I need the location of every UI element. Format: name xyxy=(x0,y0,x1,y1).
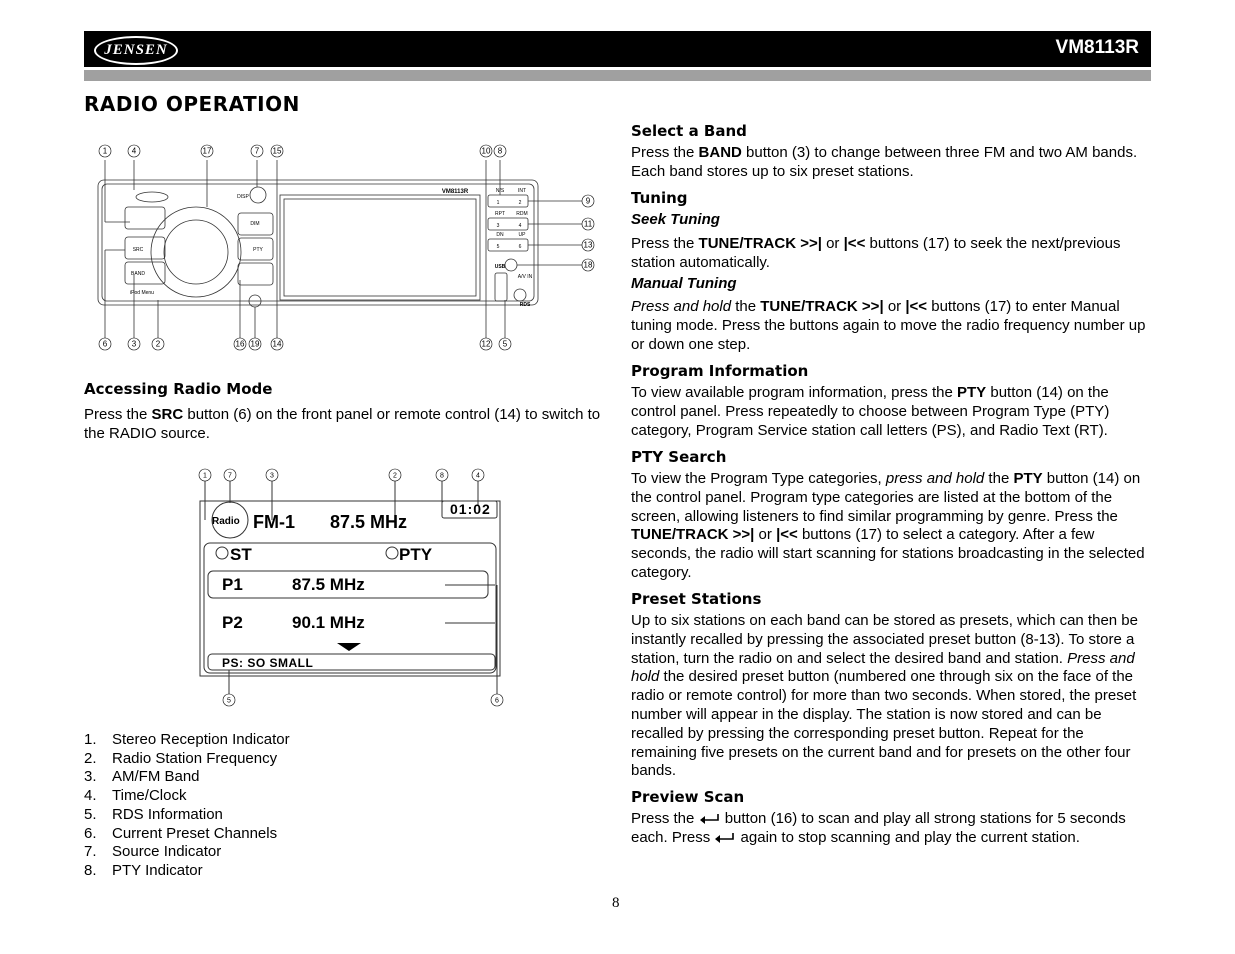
source-indicator: Radio xyxy=(212,516,240,527)
svg-text:18: 18 xyxy=(583,260,593,270)
callout-number xyxy=(582,259,594,271)
preset-4: 4 xyxy=(518,223,522,229)
rpt-label: RPT xyxy=(495,211,505,217)
dim-label: DIM xyxy=(250,221,260,227)
svg-text:15: 15 xyxy=(272,146,282,156)
svg-text:11: 11 xyxy=(583,219,593,229)
src-label: SRC xyxy=(132,247,144,253)
accessing-text: Press the SRC button (6) on the front panel or remote control (14) to switch to the RADIO source. xyxy=(84,406,601,442)
svg-text:8: 8 xyxy=(497,146,503,156)
legend-item xyxy=(84,806,290,825)
callout-number xyxy=(494,145,506,157)
pty-indicator: PTY xyxy=(399,545,433,564)
legend-text: Source Indicator xyxy=(112,843,222,861)
pty-search-text: To view the Program Type categories, press and hold the PTY button (14) on the control panel. Program type categories are listed at the bottom of the screen, allowing listeners to find similar programming by genre. Press the TUNE/TRACK >>| or |<< buttons (17) to select a category. After a few seconds, the radio will start scanning for stations broadcasting in the selected category. xyxy=(631,470,1145,581)
legend-number: 8. xyxy=(84,861,97,879)
legend-number: 6. xyxy=(84,824,97,842)
callout-number xyxy=(271,145,283,157)
legend-number: 4. xyxy=(84,787,97,805)
accessing-heading: Accessing Radio Mode xyxy=(84,380,273,398)
legend-item xyxy=(84,768,290,787)
svg-text:7: 7 xyxy=(228,472,232,480)
header-divider xyxy=(84,70,1151,81)
jensen-logo: JENSEN xyxy=(94,36,178,65)
legend-number: 2. xyxy=(84,749,97,767)
program-info-text: To view available program information, press the PTY button (14) on the control panel. Press repeatedly to choose between Program Type (PTY) category, Program Service station call letters (PS), and Radio Text (RT). xyxy=(631,384,1110,439)
disp-label: DISP xyxy=(237,194,249,200)
callout-number xyxy=(128,145,140,157)
legend-item xyxy=(84,862,290,881)
preset-6: 6 xyxy=(518,244,522,250)
callout-number xyxy=(491,694,503,706)
svg-text:2: 2 xyxy=(393,472,397,480)
callout-number xyxy=(223,694,235,706)
callout-number xyxy=(249,338,261,350)
svg-text:4: 4 xyxy=(131,146,137,156)
callout-number xyxy=(472,469,484,481)
display-legend xyxy=(84,731,290,881)
select-band-heading: Select a Band xyxy=(631,122,747,140)
band-indicator: FM-1 xyxy=(253,512,295,532)
svg-text:1: 1 xyxy=(203,472,207,480)
svg-text:5: 5 xyxy=(227,697,231,705)
svg-text:3: 3 xyxy=(270,472,274,480)
page-title: RADIO OPERATION xyxy=(84,92,300,116)
svg-text:8: 8 xyxy=(440,472,444,480)
page-number: 8 xyxy=(612,895,620,911)
callout-number xyxy=(199,469,211,481)
svg-text:16: 16 xyxy=(235,339,245,349)
tuning-heading: Tuning xyxy=(631,189,688,207)
frequency-display: 87.5 MHz xyxy=(330,512,408,532)
band-label: BAND xyxy=(131,271,145,277)
legend-text: Radio Station Frequency xyxy=(112,749,278,767)
svg-text:6: 6 xyxy=(495,697,499,705)
svg-text:6: 6 xyxy=(102,339,108,349)
preview-scan-heading: Preview Scan xyxy=(631,788,745,806)
callout-number xyxy=(99,338,111,350)
clock: 01:02 xyxy=(450,501,491,517)
legend-text: Time/Clock xyxy=(112,787,187,805)
pty-label: PTY xyxy=(253,247,263,253)
preset-stations-text: Up to six stations on each band can be stored as presets, which can then be instantly recalled by pressing the associated preset button (8-13). To store a station, turn the radio on and select the desired band and station. Press and hold the desired preset button (numbered one through six on the face of the radio or remote control) for more than two seconds. When stored, the preset number will appear in the display. The station is now stored and can be recalled by pressing the corresponding preset button. Repeat for the remaining five presets on the current band and for presets on the other four bands. xyxy=(631,612,1138,780)
model-number: VM8113R xyxy=(1055,37,1139,58)
legend-item xyxy=(84,787,290,806)
svg-text:2: 2 xyxy=(155,339,161,349)
legend-text: Current Preset Channels xyxy=(112,824,278,842)
preset-1: 1 xyxy=(496,200,500,206)
callout-number xyxy=(480,145,492,157)
stereo-indicator: ST xyxy=(230,545,252,564)
preset-2-label: P2 xyxy=(222,613,243,632)
svg-text:9: 9 xyxy=(585,196,591,206)
ipod-label: iPod Menu xyxy=(130,290,154,296)
program-info-heading: Program Information xyxy=(631,362,809,380)
callout-number xyxy=(251,145,263,157)
legend-text: PTY Indicator xyxy=(112,861,203,879)
callout-number xyxy=(499,338,511,350)
select-band-text: Press the BAND button (3) to change between three FM and two AM bands. Each band stores up to six preset stations. xyxy=(631,144,1138,180)
pty-search-heading: PTY Search xyxy=(631,448,727,466)
radio-display-diagram xyxy=(195,465,515,710)
dn-label: DN xyxy=(496,232,504,238)
callout-number xyxy=(480,338,492,350)
svg-text:14: 14 xyxy=(272,339,282,349)
front-panel-diagram xyxy=(90,140,600,360)
svg-text:7: 7 xyxy=(254,146,260,156)
preset-stations-heading: Preset Stations xyxy=(631,590,762,608)
panel-model: VM8113R xyxy=(441,189,469,195)
manual-tuning-heading: Manual Tuning xyxy=(631,275,737,292)
usb-label: USB xyxy=(494,264,506,270)
legend-text: Stereo Reception Indicator xyxy=(112,731,290,748)
preset-2: 2 xyxy=(518,200,522,206)
return-arrow-icon xyxy=(699,813,721,825)
callout-number xyxy=(582,218,594,230)
legend-item xyxy=(84,750,290,769)
callout-number xyxy=(99,145,111,157)
legend-number: 1. xyxy=(84,731,97,748)
callout-number xyxy=(266,469,278,481)
seek-tuning-heading: Seek Tuning xyxy=(631,211,720,228)
svg-text:4: 4 xyxy=(476,472,480,480)
callout-number xyxy=(201,145,213,157)
preset-1-label: P1 xyxy=(222,575,243,594)
svg-text:1: 1 xyxy=(102,146,108,156)
callout-number xyxy=(152,338,164,350)
legend-number: 5. xyxy=(84,805,97,823)
legend-text: RDS Information xyxy=(112,805,223,823)
callout-number xyxy=(224,469,236,481)
seek-tuning-text: Press the TUNE/TRACK >>| or |<< buttons (17) to seek the next/previous station automatically. xyxy=(631,235,1121,271)
callout-number xyxy=(234,338,246,350)
legend-item xyxy=(84,731,290,750)
preview-scan-text: Press the button (16) to scan and play all strong stations for 5 seconds each. Press again to stop scanning and play the current station. xyxy=(631,810,1126,846)
svg-text:10: 10 xyxy=(481,146,491,156)
callout-number xyxy=(436,469,448,481)
header-bar xyxy=(84,31,1151,67)
avin-label: A/V IN xyxy=(517,274,533,280)
svg-text:12: 12 xyxy=(481,339,491,349)
return-arrow-icon xyxy=(714,832,736,844)
svg-text:19: 19 xyxy=(250,339,260,349)
up-label: UP xyxy=(518,232,526,238)
callout-number xyxy=(389,469,401,481)
manual-tuning-text: Press and hold the TUNE/TRACK >>| or |<< buttons (17) to enter Manual tuning mode. Press the buttons again to move the radio frequency number up or down one step. xyxy=(631,298,1146,353)
callout-number xyxy=(582,239,594,251)
preset-2-freq: 90.1 MHz xyxy=(292,613,365,632)
legend-text: AM/FM Band xyxy=(112,768,200,786)
preset-3: 3 xyxy=(496,223,500,229)
preset-1-freq: 87.5 MHz xyxy=(292,575,365,594)
legend-item xyxy=(84,825,290,844)
rds-label: RDS xyxy=(519,302,531,308)
callout-number xyxy=(271,338,283,350)
preset-5: 5 xyxy=(496,244,500,250)
legend-number: 3. xyxy=(84,768,97,786)
svg-text:5: 5 xyxy=(502,339,508,349)
rdm-label: RDM xyxy=(516,211,528,217)
callout-number xyxy=(582,195,594,207)
callout-number xyxy=(128,338,140,350)
legend-number: 7. xyxy=(84,843,97,861)
legend-item xyxy=(84,843,290,862)
ns-label: N/S xyxy=(495,188,505,194)
svg-text:13: 13 xyxy=(583,240,593,250)
rds-info: PS: SO SMALL xyxy=(222,656,314,670)
svg-text:3: 3 xyxy=(131,339,137,349)
svg-text:17: 17 xyxy=(202,146,212,156)
int-label: INT xyxy=(517,188,527,194)
